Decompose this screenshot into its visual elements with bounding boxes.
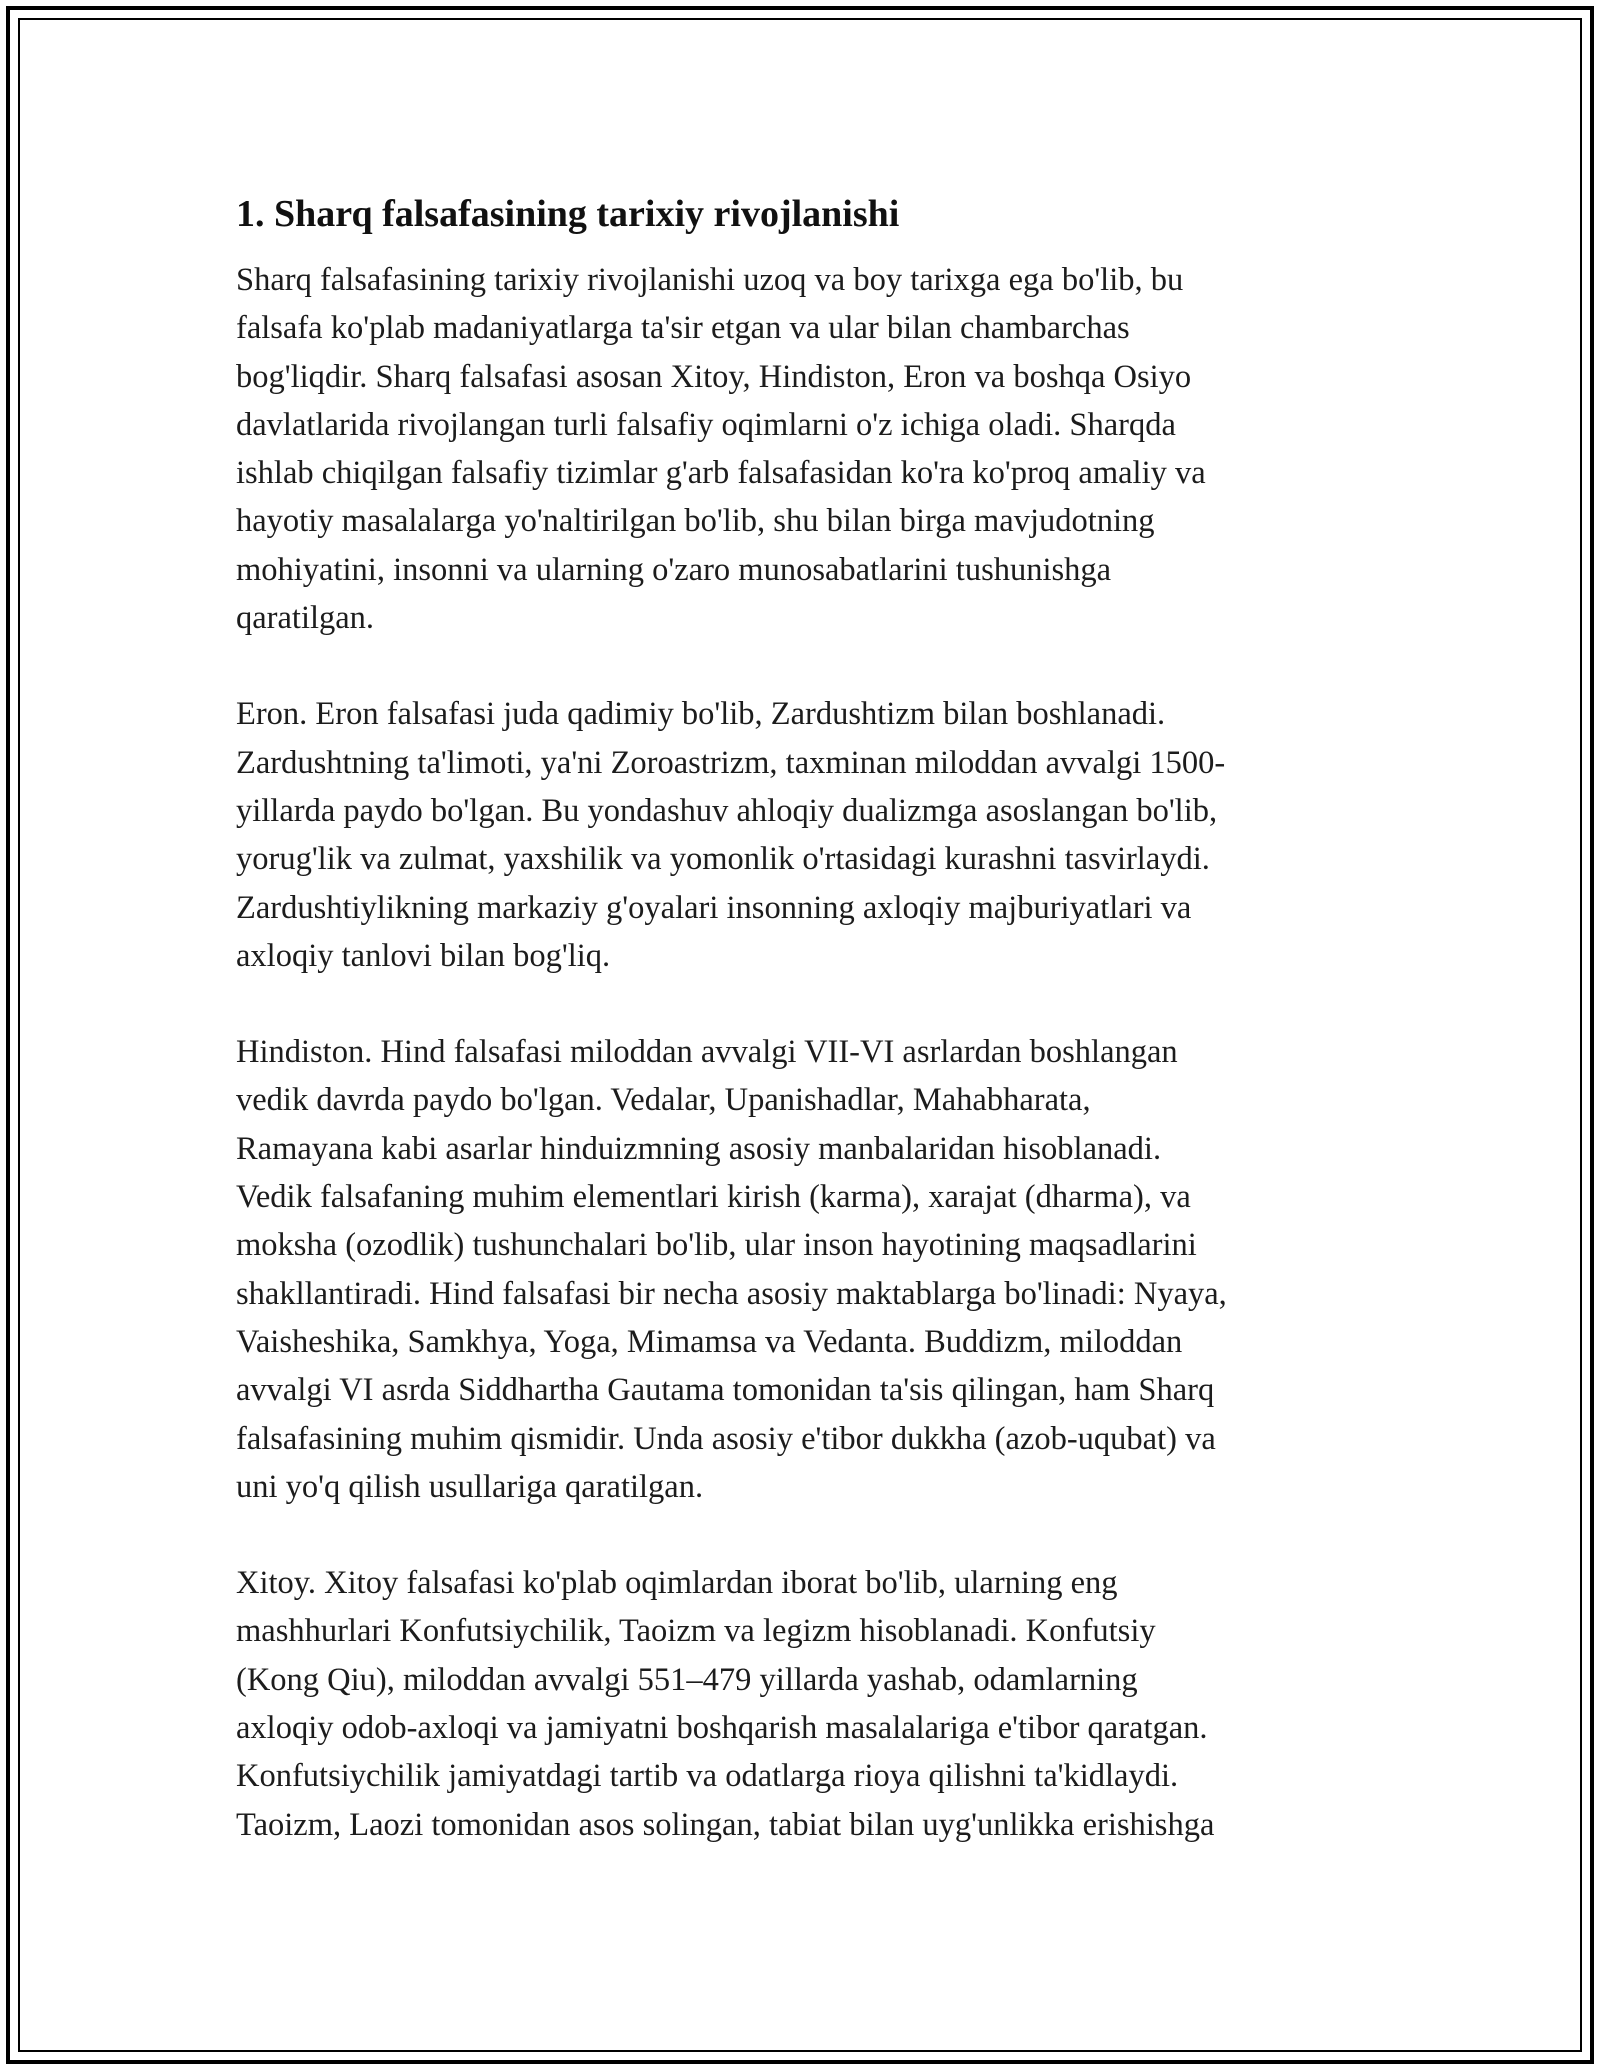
document-body [236, 190, 1366, 1849]
paragraph-china: Xitoy. Xitoy falsafasi ko'plab oqimlardan iborat bo'lib, ularning eng mashhurlari Konfutsiychilik, Taoizm va legizm hisoblanadi. Konfutsiy (Kong Qiu), miloddan avvalgi 551–479 yillarda yashab, odamlarning axloqiy odob-axloqi va jamiyatni boshqarish masalalariga e'tibor qaratgan. Konfutsiychilik jamiyatdagi tartib va odatlarga rioya qilishni ta'kidlaydi. Taoizm, Laozi tomonidan asos solingan, tabiat bilan uyg'unlikka erishishga [236, 1565, 1215, 1843]
section-heading: 1. Sharq falsafasining tarixiy rivojlanishi [236, 193, 900, 235]
paragraph-intro: Sharq falsafasining tarixiy rivojlanishi uzoq va boy tarixga ega bo'lib, bu falsafa ko'plab madaniyatlarga ta'sir etgan va ular bilan chambarchas bog'liqdir. Sharq falsafasi asosan Xitoy, Hindiston, Eron va boshqa Osiyo davlatlarida rivojlangan turli falsafiy oqimlarni o'z ichiga oladi. Sharqda ishlab chiqilgan falsafiy tizimlar g'arb falsafasidan ko'ra ko'proq amaliy va hayotiy masalalarga yo'naltirilgan bo'lib, shu bilan birga mavjudotning mohiyatini, insonni va ularning o'zaro munosabatlarini tushunishga qaratilgan. [236, 262, 1206, 637]
paragraph-india: Hindiston. Hind falsafasi miloddan avvalgi VII-VI asrlardan boshlangan vedik davrda paydo bo'lgan. Vedalar, Upanishadlar, Mahabharata, Ramayana kabi asarlar hinduizmning asosiy manbalaridan hisoblanadi. Vedik falsafaning muhim elementlari kirish (karma), xarajat (dharma), va moksha (ozodlik) tushunchalari bo'lib, ular inson hayotining maqsadlarini shakllantiradi. Hind falsafasi bir necha asosiy maktablarga bo'linadi: Nyaya, Vaisheshika, Samkhya, Yoga, Mimamsa va Vedanta. Buddizm, miloddan avvalgi VI asrda Siddhartha Gautama tomonidan ta'sis qilingan, ham Sharq falsafasining muhim qismidir. Unda asosiy e'tibor dukkha (azob-uqubat) va uni yo'q qilish usullariga qaratilgan. [236, 1034, 1227, 1505]
paragraph-iran: Eron. Eron falsafasi juda qadimiy bo'lib, Zardushtizm bilan boshlanadi. Zardushtning ta'limoti, ya'ni Zoroastrizm, taxminan miloddan avvalgi 1500- yillarda paydo bo'lgan. Bu yondashuv ahloqiy dualizmga asoslangan bo'lib, yorug'lik va zulmat, yaxshilik va yomonlik o'rtasidagi kurashni tasvirlaydi. Zardushtiylikning markaziy g'oyalari insonning axloqiy majburiyatlari va axloqiy tanlovi bilan bog'liq. [236, 696, 1226, 974]
